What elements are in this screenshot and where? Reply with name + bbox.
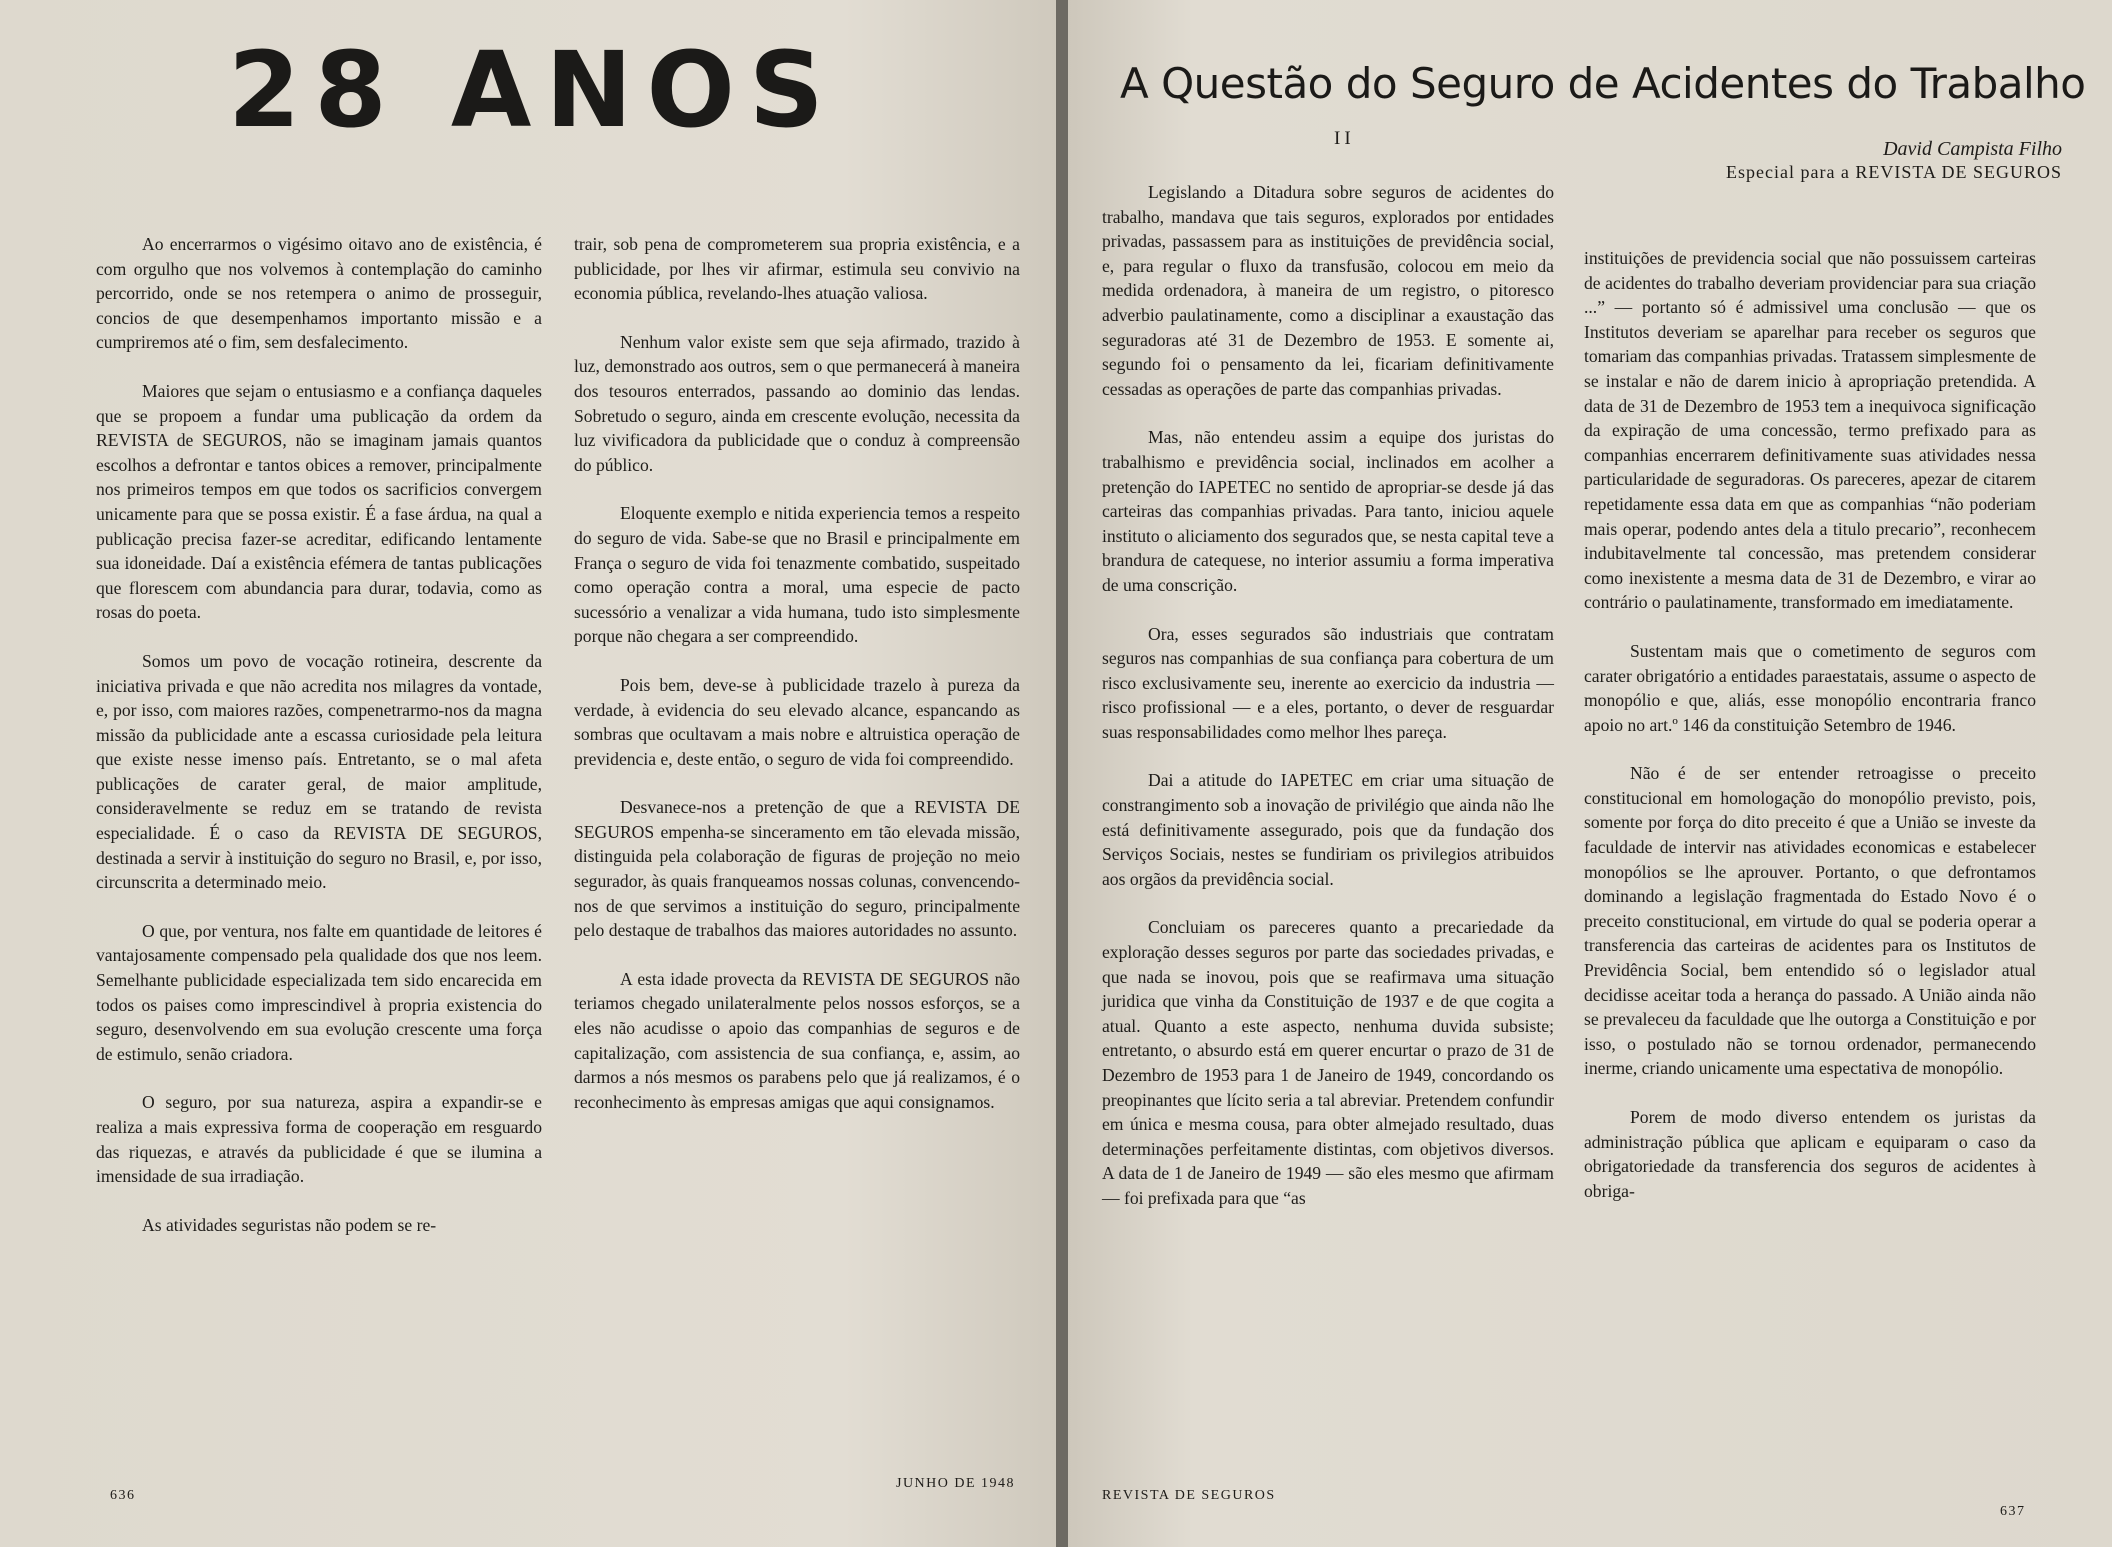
right-article-column-2 <box>1584 246 2036 1227</box>
paragraph: Ao encerrarmos o vigésimo oitavo ano de existência, é com orgulho que nos volvemos à contemplação do caminho percorrido, onde se nos retempera o animo de prosseguir, concios de que desempenhamos importanto missão e a cumpriremos até o fim, sem desfalecimento. <box>96 234 542 353</box>
paragraph: O seguro, por sua natureza, aspira a expandir-se e realiza a mais expressiva forma de cooperação em resguardo das riquezas, e através da publicidade é que se ilumina a imensidade de sua irradiação. <box>96 1092 542 1187</box>
paragraph: Porem de modo diverso entendem os juristas da administração pública que aplicam e equiparam o caso da obrigatoriedade da transferencia dos seguros de acidentes à obriga- <box>1584 1107 2036 1201</box>
right-page <box>1068 0 2112 1547</box>
paragraph: Desvanece-nos a pretenção de que a REVISTA DE SEGUROS empenha-se sinceramento em tão elevada missão, distinguida pela colaboração de figuras de projeção no meio segurador, às quais franqueamos nossas colunas, convencendo-nos de que servimos a instituição do seguro, principalmente pelo destaque de trabalhos das maiores autoridades no assunto. <box>574 797 1020 941</box>
binding-gutter <box>1056 0 1068 1547</box>
paragraph: Eloquente exemplo e nitida experiencia temos a respeito do seguro de vida. Sabe-se que no Brasil e principalmente em França o seguro de vida foi tenazmente combatido, suspeitado como operação contra a moral, uma especie de pacto sucessório a venalizar a vida humana, tudo isto simplesmente porque não chegara a ser compreendido. <box>574 503 1020 647</box>
paragraph: instituições de previdencia social que não possuissem carteiras de acidentes do trabalho deveriam providenciar para sua criação ...” — portanto só é admissivel uma conclusão — que os Institutos deveriam se aparelhar para receber os seguros que tomariam das companhias privadas. Tratassem simplesmente de se instalar e não de darem inicio à apropriação pretendida. A data de 31 de Dezembro de 1953 tem a inequivoca significação da expiração de uma concessão, termo prefixado para as companhias encerrarem definitivamente suas atividades nessa particularidade de seguradoras. Os pareceres, apezar de citarem repetidamente essa data em que as companhias “não poderiam mais operar, podendo antes dela a titulo precario”, reconhecem indubitavelmente tal concessão, mas pretendem considerar como inexistente a mesma data de 31 de Dezembro, e virar ao contrário o paulatinamente, transformado em imediatamente. <box>1584 248 2036 613</box>
right-article-column-1 <box>1102 180 1554 1235</box>
paragraph: Mas, não entendeu assim a equipe dos juristas do trabalhismo e previdência social, inclinados em acolher a pretenção do IAPETEC no sentido de apropriar-se desde já das carteiras das companhias privadas. Para tanto, iniciou aquele instituto o aliciamento dos segurados que, se nesta capital teve a brandura de catequese, no interior assumiu a forma imperativa de uma conscrição. <box>1102 427 1554 595</box>
paragraph: As atividades seguristas não podem se re- <box>142 1214 437 1235</box>
part-number: II <box>1334 128 1355 149</box>
paragraph: Sustentam mais que o cometimento de seguros com carater obrigatório a entidades paraestatais, assume o aspecto de monopólio e que, aliás, esse monopólio encontraria franco apoio no art.º 146 da constituição Setembro de 1946. <box>1584 640 2036 735</box>
paragraph: Não é de ser entender retroagisse o preceito constitucional em homologação do monopólio previsto, pois, somente por força do dito preceito é que a União se investe da faculdade de intervir nas atividades economicas e estabelecer monopólios se lhe aprouver. Portanto, o que defrontamos dominando a legislação fragmentada do Estado Novo é o preceito constitucional, em virtude do qual se poderia operar a transferencia das carteiras de acidentes para os Institutos de Previdência Social, bem entendido só o legislador atual decidisse aceitar toda a herança do passado. A União ainda não se prevaleceu da faculdade que lhe outorga a Constituição e por isso, o postulado não se tornou ordenador, permanecendo inerme, criando unicamente uma espectativa de monopólio. <box>1584 763 2036 1079</box>
paragraph: Concluiam os pareceres quanto a precariedade da exploração desses seguros por parte das sociedades privadas, e que nada se inovou, pois que se reafirmava uma situação juridica que vinha da Constituição de 1937 e de que cogita a atual. Quanto a este aspecto, nenhuma duvida subsiste; entretanto, o absurdo está em querer encurtar o prazo de 31 de Dezembro de 1953 para 1 de Janeiro de 1949, concordando os preopinantes que lícito seria a tal abreviar. Pretendem confundir em única e mesma cousa, para obter almejado resultado, duas determinações perfeitamente distintas, com objetivos diversos. A data de 1 de Janeiro de 1949 — são eles mesmo que afirmam — foi prefixada para que “as <box>1102 917 1554 1208</box>
paragraph: Maiores que sejam o entusiasmo e a confiança daqueles que se propoem a fundar uma publicação da ordem da REVISTA de SEGUROS, não se imaginam jamais quantos escolhos a defrontar e tantos obices a remover, principalmente nos primeiros tempos em que todos os sacrificios convergem unicamente para que se possa existir. É a fase árdua, na qual a publicação precisa fazer-se acreditar, edificando lentamente sua idoneidade. Daí a existência efémera de tantas publicações que florescem com abundancia para durar, todavia, como as rosas do poeta. <box>96 380 542 623</box>
page-number: 636 <box>110 1488 136 1503</box>
paragraph: Somos um povo de vocação rotineira, descrente da iniciativa privada e que não acredita nos milagres da vontade, e, por isso, com maiores razões, compenetrarmo-nos da magna missão da publicidade ante a escassa curiosidade pela leitura que existe nesse imenso país. Entretanto, se o mal afeta publicações de carater geral, de maior amplitude, consideravelmente se reduz em se tratando de revista especialidade. É o caso da REVISTA DE SEGUROS, destinada a servir à instituição do seguro no Brasil, e, por isso, circunscrita a determinado meio. <box>96 650 542 893</box>
paragraph: O que, por ventura, nos falte em quantidade de leitores é vantajosamente compensado pela qualidade dos que nos leem. Semelhante publicidade especializada tem sido encarecida em todos os paises como imprescindivel à propria existencia do seguro, desenvolvendo em sua evolução crescente uma força de estimulo, senão criadora. <box>96 920 542 1064</box>
paragraph: trair, sob pena de comprometerem sua propria existência, e a publicidade, por lhes vir afirmar, estimula seu convivio na economia pública, revelando-lhes atuação valiosa. <box>574 234 1020 304</box>
page-title: 28 ANOS <box>228 29 838 151</box>
article-title: A Questão do Seguro de Acidentes do Trabalho <box>1120 59 2086 108</box>
paragraph: A esta idade provecta da REVISTA DE SEGUROS não teriamos chegado unilateralmente pelos nossos esforços, se a eles não acudisse o apoio das companhias de seguros e de capitalização, com assistencia de sua confiança, e, assim, ao darmos a nós mesmos os parabens pelo que já realizamos, é o reconhecimento às empresas amigas que aqui consignamos. <box>574 968 1020 1112</box>
paragraph: Ora, esses segurados são industriais que contratam seguros nas companhias de sua confiança para cobertura de um risco exclusivamente seu, inerente ao exercicio da industria — risco profissional — e a eles, portanto, o dever de resguardar suas responsabilidades como melhor lhes pareça. <box>1102 623 1554 742</box>
page-number: 637 <box>2000 1504 2026 1519</box>
footer-magazine-name: REVISTA DE SEGUROS <box>1102 1488 1276 1503</box>
left-article-column-2 <box>574 232 1020 1138</box>
footer-date: JUNHO DE 1948 <box>896 1476 1016 1491</box>
paragraph: Pois bem, deve-se à publicidade trazelo à pureza da verdade, à evidencia do seu elevado alcance, espancando as sombras que ocultavam a mais nobre e altruistica operação de previdencia e, deste então, o seguro de vida foi compreendido. <box>574 674 1020 769</box>
author-note: Especial para a REVISTA DE SEGUROS <box>1725 162 2062 182</box>
paragraph: Nenhum valor existe sem que seja afirmado, trazido à luz, demonstrado aos outros, sem o que permanecerá à maneira dos tesouros enterrados, passando ao dominio das lendas. Sobretudo o seguro, ainda em crescente evolução, necessita da luz vivificadora da publicidade que o conduz à compreensão do público. <box>574 331 1020 475</box>
author-name: David Campista Filho <box>1883 138 2062 160</box>
left-article-column-1 <box>96 232 542 1261</box>
paragraph: Dai a atitude do IAPETEC em criar uma situação de constrangimento sob a inovação de privilégio que ainda não lhe está definitivamente assegurado, pois que da fundação dos Serviços Sociais, nestes se fundiriam os privilegios atribuidos aos orgãos da previdência social. <box>1102 770 1554 889</box>
paragraph: Legislando a Ditadura sobre seguros de acidentes do trabalho, mandava que tais seguros, explorados por entidades privadas, passassem para as instituições de previdência social, e, para regular o fluxo da transfusão, colocou em meio da medida ordenadora, à maneira de um registro, o pitoresco adverbio paulatinamente, como a disciplinar a exaustação das seguradoras até 31 de Dezembro de 1953. E somente ai, segundo foi o pensamento da lei, ficariam definitivamente cessadas as operações de parte das companhias privadas. <box>1102 182 1554 399</box>
